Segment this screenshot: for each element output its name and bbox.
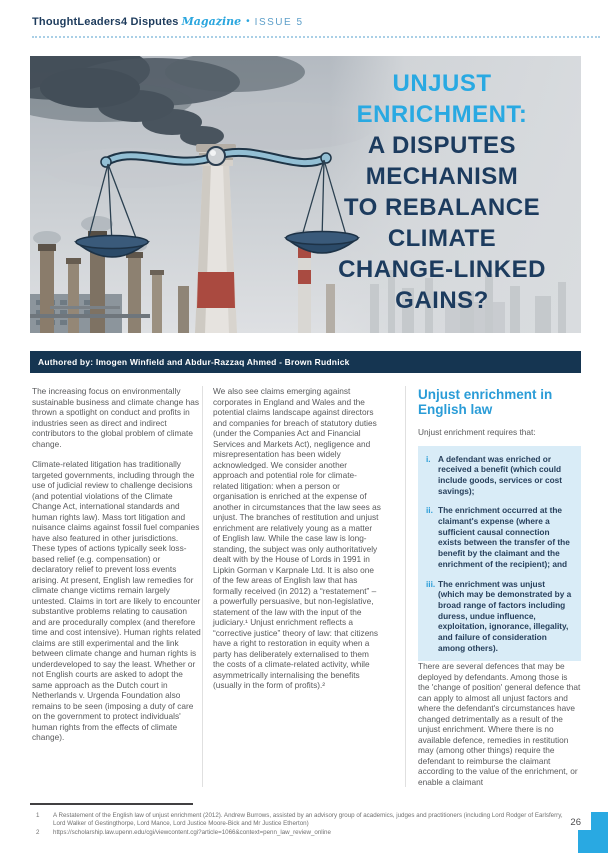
magazine-brand: ThoughtLeaders4 Disputes: [32, 16, 179, 28]
issue-label: ISSUE 5: [254, 17, 304, 28]
list-item: [426, 579, 573, 654]
footnote: [36, 812, 576, 828]
footnote-number: 2: [36, 829, 40, 836]
column-2: [202, 386, 381, 787]
column-1: [32, 386, 202, 787]
title-line: CLIMATE: [387, 225, 497, 252]
footnote-text: A Restatement of the English law of unjust enrichment (2012). Andrew Burrows, assisted by an advisory group of academics, judges and practitioners (including Lord Rodger of Earlsferry, Lord Walker of Gestingthorpe, Lord Mance, Lord Justice Moore-Bick and Mr Justice Etherton): [53, 812, 563, 827]
title-line: UNJUST: [392, 70, 492, 97]
paragraph: There are several defences that may be deployed by defendants. Among those is the 'change of position' general defence that can apply to almost all unjust factors and where the defendant's circumstances have changed detrimentally as a result of the unjust enrichment. Where there is no available defence, remedies in restitution may (among other things) require the defendant to reimburse the claimant according to the value of the enrichment, or enable a claimant: [418, 661, 581, 787]
requirements-box: [418, 446, 581, 662]
author-bar: Authored by: Imogen Winfield and Abdur-Razzaq Ahmed - Brown Rudnick: [30, 351, 581, 373]
paragraph: The increasing focus on environmentally sustainable business and climate change has thrown a spotlight on conduct and profits in industries seen as direct and indirect contributors to the global problem of climate change.: [32, 386, 199, 449]
title-line: GAINS?: [395, 287, 489, 314]
masthead-bullet: •: [246, 16, 250, 27]
list-item: [426, 454, 573, 497]
list-item-number: ii.: [426, 505, 433, 516]
footnote-number: 1: [36, 812, 40, 819]
title-line: TO REBALANCE: [343, 194, 541, 221]
section-intro: Unjust enrichment requires that:: [418, 427, 536, 437]
list-item-text: The enrichment was unjust (which may be demonstrated by a broad range of factors including duress, undue influence, exploitation, ignorance, illegality, and failure of consideration among others).: [438, 578, 572, 653]
list-item-text: A defendant was enriched or received a benefit (which could include goods, services or cost savings);: [438, 453, 563, 496]
paragraph: We also see claims emerging against corporates in England and Wales and the potential claims landscape against directors and companies for breach of statutory duties (under the Companies Act and Financial Services and Markets Act), negligence and misrepresentation has been widely acknowledged. We consider another approach and potential role for climate-related litigation: when a person or organisation is enriched at the expense of another in circumstances that the law sees as unjust. The branches of restitution and unjust enrichment are relatively young as a matter of English law. While the case law is long-standing, the subject was only authoritatively dealt with by the House of Lords in 1991 in Lipkin Gorman v Karpnale Ltd. It is also one of the few areas of English law that has formally received (in 2012) a “restatement” – a powerfully persuasive, but non-legislative, statement of the law with the input of the judiciary.¹ Unjust enrichment reflects a “corrective justice” theory of law: that citizens have a right to restoration in equity when a party has deliberately externalised to them the costs of a climate-related activity, while asymmetrically internalising the benefits (usually in the form of profits).²: [213, 386, 381, 690]
footnote-link[interactable]: https://scholarship.law.upenn.edu/cgi/viewcontent.cgi?article=1066&context=penn_law_review_online: [53, 829, 331, 836]
footnote: [36, 829, 576, 837]
title-line: MECHANISM: [365, 163, 519, 190]
corner-accent: [578, 830, 608, 853]
article-body: [32, 386, 581, 787]
list-item-text: The enrichment occurred at the claimant's expense (where a sufficient causal connection exists between the transfer of the benefit by the claimant and the enrichment of the recipient); and: [438, 505, 570, 569]
list-item-number: i.: [426, 453, 431, 464]
magazine-brand-script: Magazine: [181, 15, 242, 28]
footnote-divider: [30, 803, 193, 805]
page-number: 26: [570, 817, 581, 828]
article-title: [305, 68, 579, 316]
list-item: [426, 505, 573, 569]
header-divider: [32, 36, 600, 38]
section-heading: Unjust enrichment in English law: [418, 387, 553, 417]
title-line: CHANGE-LINKED: [338, 256, 546, 283]
title-line: A DISPUTES: [367, 132, 517, 159]
title-line: ENRICHMENT:: [356, 101, 528, 128]
footnotes: [36, 812, 576, 838]
hero-image: [30, 56, 581, 333]
masthead: [32, 15, 304, 28]
corner-accent: [591, 812, 608, 830]
column-3: [405, 386, 581, 787]
list-item-number: iii.: [426, 578, 436, 589]
paragraph: Climate-related litigation has traditionally targeted governments, including through the use of judicial review to challenge decisions (and potential violations of the Climate Change Act, international standards and human rights law). Mass tort litigation and nuisance claims against fossil fuel companies have also featured in other jurisdictions. These types of actions typically seek loss-based relief (e.g. compensation) or declaratory relief to prevent loss events arising. At present, English law remedies for climate change victims remain largely untested. Claims in tort are likely to encounter substantive problems relating to causation and are procedurally complex (and therefore time and cost intensive). Human rights related claims are still experimental and the link between climate change and human rights is underdeveloped to say the least. Whether or not English courts are asked to adopt the same approach as the Dutch court in Netherlands v. Urgenda Foundation also remains to be seen (imposing a duty of care on the government to protect individuals' human rights from the effects of climate change).: [32, 459, 201, 742]
